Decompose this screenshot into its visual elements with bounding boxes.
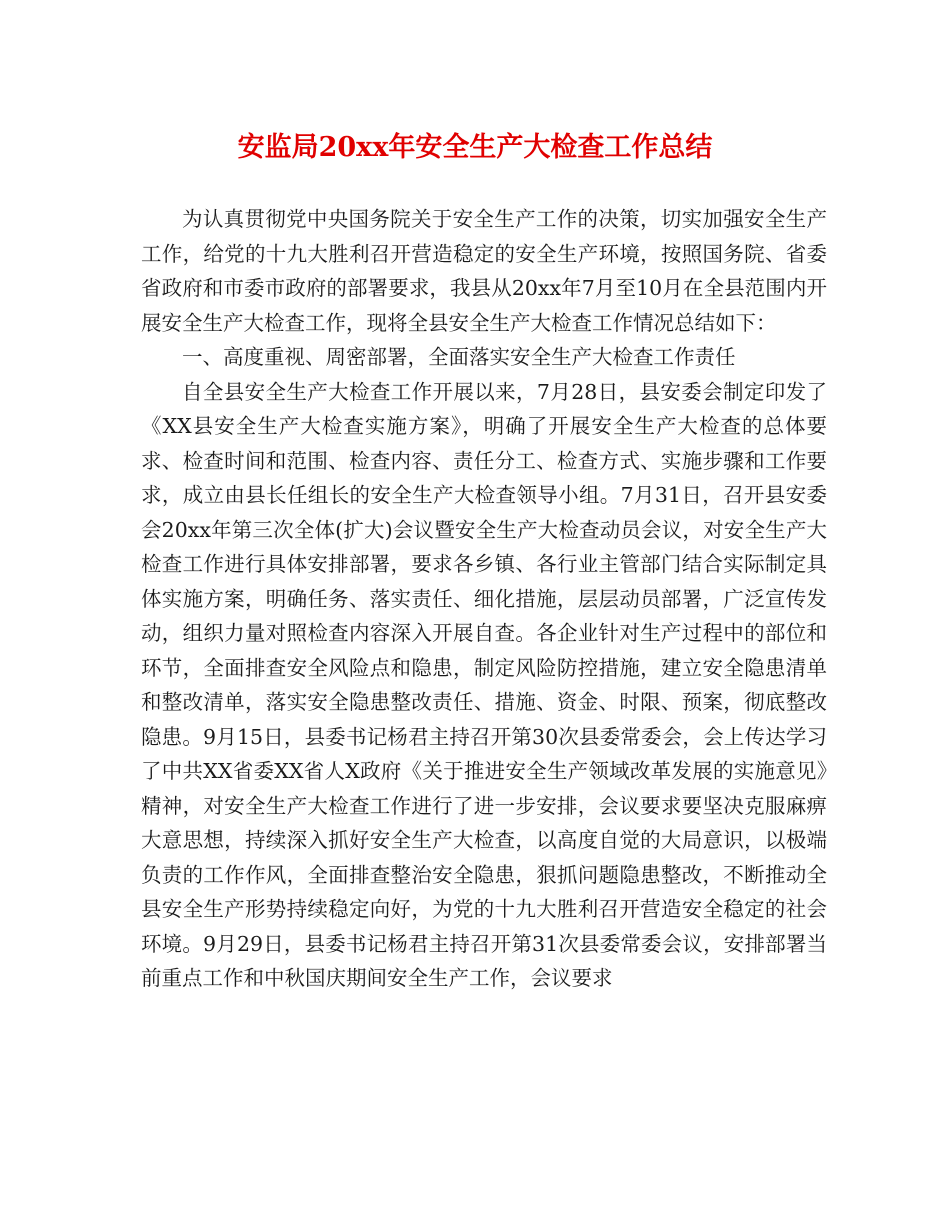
paragraph-intro: 为认真贯彻党中央国务院关于安全生产工作的决策，切实加强安全生产工作，给党的十九大胜利召开营造稳定的安全生产环境，按照国务院、省委省政府和市委市政府的部署要求，我县从20xx年7月至10月在全县范围内开展安全生产大检查工作，现将全县安全生产大检查工作情况总结如下：	[141, 207, 827, 335]
paragraph-section-1: 自全县安全生产大检查工作开展以来，7月28日，县安委会制定印发了《XX县安全生产大检查实施方案》，明确了开展安全生产大检查的总体要求、检查时间和范围、检查内容、责任分工、检查方式、实施步骤和工作要求，成立由县长任组长的安全生产大检查领导小组。7月31日，召开县安委会20xx年第三次全体(扩大)会议暨安全生产大检查动员会议，对安全生产大检查工作进行具体安排部署，要求各乡镇、各行业主管部门结合实际制定具体实施方案，明确任务、落实责任、细化措施，层层动员部署，广泛宣传发动，组织力量对照检查内容深入开展自查。各企业针对生产过程中的部位和环节，全面排查安全风险点和隐患，制定风险防控措施，建立安全隐患清单和整改清单，落实安全隐患整改责任、措施、资金、时限、预案，彻底整改隐患。9月15日，县委书记杨君主持召开第30次县委常委会，会上传达学习了中共XX省委XX省人X政府《关于推进安全生产领域改革发展的实施意见》精神，对安全生产大检查工作进行了进一步安排，会议要求要坚决克服麻痹大意思想，持续深入抓好安全生产大检查，以高度自觉的大局意识，以极端负责的工作作风，全面排查整治安全隐患，狠抓问题隐患整改，不断推动全县安全生产形势持续稳定向好，为党的十九大胜利召开营造安全稳定的社会环境。9月29日，县委书记杨君主持召开第31次县委常委会议，安排部署当前重点工作和中秋国庆期间安全生产工作，会议要求	[141, 379, 827, 990]
document-body	[141, 202, 827, 996]
section-heading-1: 一、高度重视、周密部署，全面落实安全生产大检查工作责任	[182, 345, 736, 369]
document-title: 安监局20xx年安全生产大检查工作总结	[237, 132, 713, 163]
